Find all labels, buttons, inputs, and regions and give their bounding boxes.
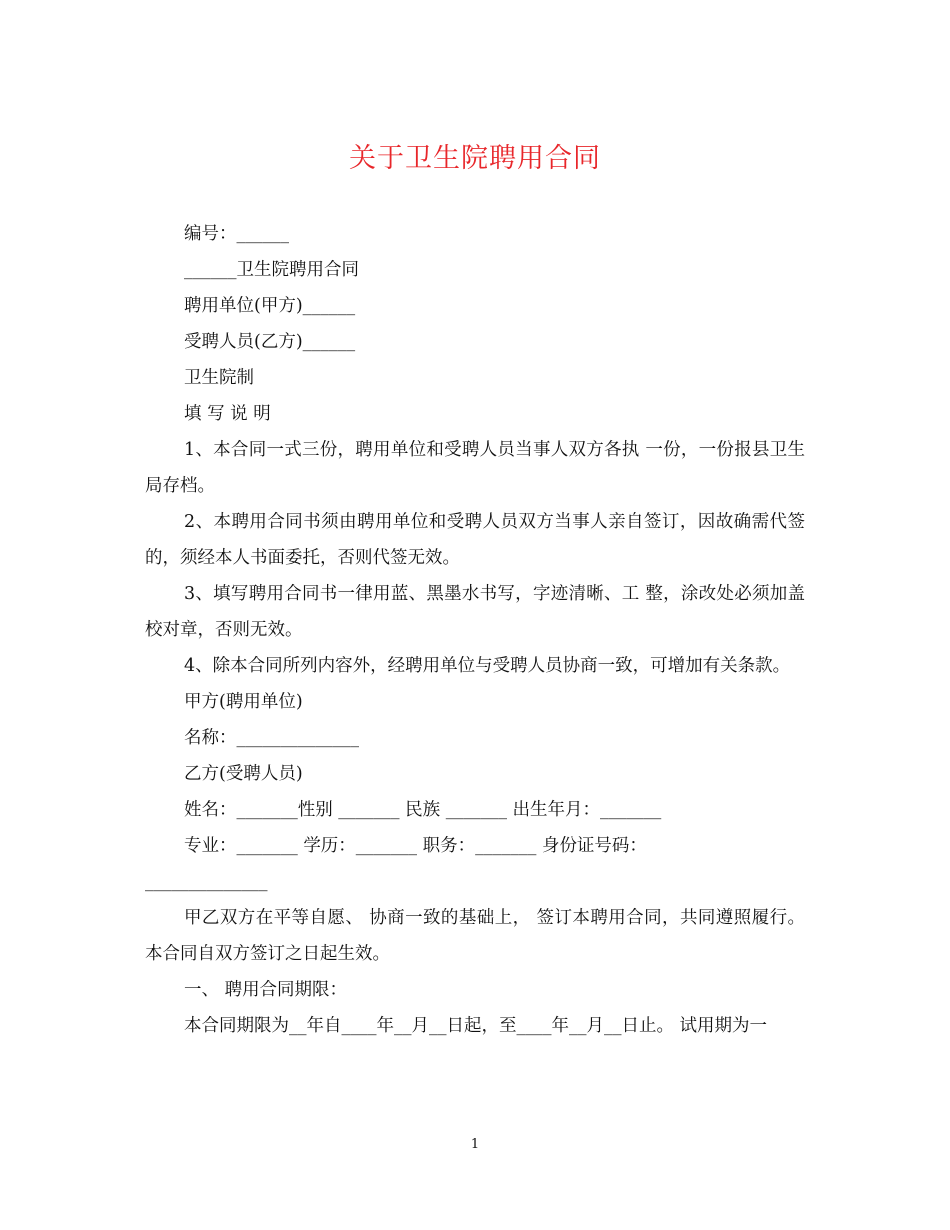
- page-number: 1: [470, 1137, 480, 1152]
- party-b-info-line: 姓名：_______性别 _______ 民族 _______ 出生年月：_______: [184, 800, 662, 820]
- party-b-profession-line: 专业：_______ 学历：_______ 职务：_______ 身份证号码：: [184, 836, 647, 856]
- section-1-title: 一、 聘用合同期限：: [184, 980, 348, 1000]
- document-body: [145, 216, 805, 1044]
- contract-heading-line: ______卫生院聘用合同: [184, 260, 359, 280]
- employer-line: 聘用单位(甲方)______: [184, 296, 356, 316]
- made-by-line: 卫生院制: [184, 368, 254, 388]
- employee-line: 受聘人员(乙方)______: [184, 332, 356, 352]
- instructions-heading: 填 写 说 明: [184, 404, 271, 424]
- document-title: 关于卫生院聘用合同: [349, 143, 601, 174]
- instruction-item-1: 1、本合同一式三份，聘用单位和受聘人员当事人双方各执 一份，一份报县卫生局存档。: [145, 440, 805, 496]
- instruction-item-2: 2、本聘用合同书须由聘用单位和受聘人员双方当事人亲自签订，因故确需代签的，须经本人书面委托，否则代签无效。: [145, 512, 805, 568]
- agreement-paragraph: 甲乙双方在平等自愿、 协商一致的基础上， 签订本聘用合同，共同遵照履行。本合同自双方签订之日起生效。: [145, 908, 805, 964]
- instruction-item-3: 3、填写聘用合同书一律用蓝、黑墨水书写，字迹清晰、工 整，涂改处必须加盖校对章，否则无效。: [145, 584, 805, 640]
- id-number-blank: ______________: [145, 872, 268, 892]
- instruction-item-4: 4、除本合同所列内容外，经聘用单位与受聘人员协商一致，可增加有关条款。: [184, 656, 791, 676]
- party-a-heading: 甲方(聘用单位): [184, 692, 303, 712]
- party-b-heading: 乙方(受聘人员): [184, 764, 303, 784]
- party-a-name-line: 名称：______________: [184, 728, 359, 748]
- contract-number-line: 编号：______: [184, 224, 289, 244]
- section-1-text: 本合同期限为__年自____年__月__日起，至____年__月__日止。 试用期为一: [184, 1016, 768, 1036]
